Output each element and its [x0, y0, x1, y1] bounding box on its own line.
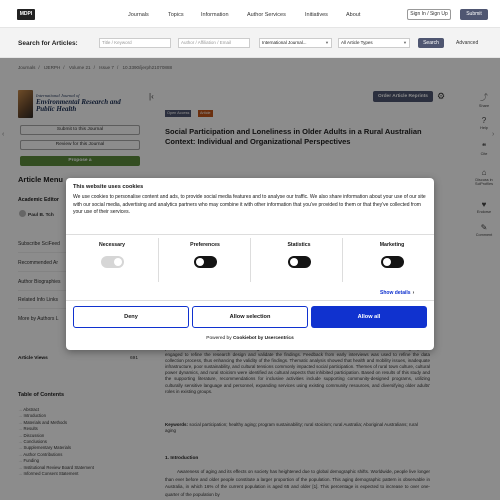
cookie-dialog-title: This website uses cookies — [73, 184, 144, 190]
divider — [66, 300, 434, 301]
nav-topics-label: Topics — [168, 12, 184, 18]
breadcrumb-separator: / — [116, 65, 119, 70]
allow-all-button[interactable]: Allow all — [311, 306, 427, 328]
powered-by-cookiebot — [66, 336, 434, 341]
show-details-label: Show details — [380, 290, 411, 296]
submit-button[interactable]: Submit — [460, 9, 488, 20]
menu-author-biographies[interactable]: Author Biographies — [18, 279, 61, 285]
nav-initiatives-label: Initiatives — [305, 12, 328, 18]
menu-more-by-authors[interactable]: More by Authors L — [18, 316, 59, 322]
introduction-text: Awareness of aging and its effects on society has heightened due to global demographic shifts. Worldwide, people live longer than ever before and older people constitute a larger proportion of the population. This aging demographic pattern is observable in Australia, in which 16% of the current population is aged 65 and older [1]. This percentage is expected to increase to over one-quarter of the population by — [165, 469, 430, 497]
article-views-count: 691 — [130, 356, 139, 361]
menu-subscribe-scifeed[interactable]: Subscribe SciFeed — [18, 241, 60, 247]
category-statistics-label: Statistics — [287, 242, 311, 248]
nav-information[interactable] — [201, 12, 229, 18]
statistics-toggle[interactable] — [288, 256, 311, 268]
category-necessary-label: Necessary — [99, 242, 125, 248]
toc-item[interactable]: → Informed Consent Statement — [18, 471, 94, 477]
marketing-toggle[interactable] — [381, 256, 404, 268]
divider — [250, 238, 251, 282]
keywords-label: Keywords: — [165, 422, 189, 427]
nav-information-label: Information — [201, 12, 229, 18]
introduction-heading: 1. Introduction — [165, 456, 199, 461]
toggle-knob — [290, 258, 298, 266]
breadcrumb-separator: / — [38, 65, 40, 70]
divider — [342, 238, 343, 282]
chevron-right-icon: › — [412, 290, 415, 296]
comment-label: Comment — [475, 233, 493, 237]
article-type-select-value: All Article Types — [341, 40, 373, 45]
category-preferences-label: Preferences — [190, 242, 220, 248]
toc-item[interactable]: → Introduction — [18, 413, 94, 419]
article-type-select[interactable] — [338, 38, 410, 48]
journal-select[interactable] — [259, 38, 332, 48]
mdpi-logo-text: MDPI — [17, 9, 35, 20]
breadcrumb-separator: / — [63, 65, 65, 70]
divider — [66, 234, 434, 235]
submit-to-journal-button[interactable]: Submit to this Journal — [20, 125, 140, 135]
category-marketing-label: Marketing — [379, 242, 405, 248]
discuss-label: Discuss in SciProfiles — [475, 178, 493, 186]
toggle-knob — [114, 258, 122, 266]
review-for-journal-button[interactable]: Review for this Journal — [20, 140, 140, 150]
academic-editor-heading: Academic Editor — [18, 197, 59, 203]
toc-item[interactable]: → Supplementary Materials — [18, 445, 94, 451]
breadcrumb-journals[interactable]: Journals — [18, 65, 36, 70]
collapse-sidebar-icon[interactable]: |‹ — [149, 92, 154, 101]
menu-recommended-articles[interactable]: Recommended Ar — [18, 260, 59, 266]
toggle-knob — [196, 258, 204, 266]
chevron-down-icon: ▼ — [403, 40, 407, 45]
toggle-knob — [383, 258, 391, 266]
propose-special-issue-button[interactable]: Propose a — [20, 156, 140, 166]
table-of-contents-heading: Table of Contents — [18, 392, 65, 398]
nav-initiatives[interactable] — [305, 12, 328, 18]
nav-journals[interactable] — [128, 12, 149, 18]
advanced-search-link[interactable]: Advanced — [456, 40, 479, 46]
nav-author-services-label: Author Services — [247, 12, 286, 18]
nav-journals-label: Journals — [128, 12, 149, 18]
article-menu-heading: Article Menu — [18, 175, 64, 184]
nav-about[interactable] — [346, 12, 360, 18]
comment-icon: ✎ — [480, 223, 488, 232]
toc-item[interactable]: → Discussion — [18, 433, 94, 439]
top-navigation-bar — [0, 0, 500, 28]
editor-name[interactable]: Paul B. Tch — [28, 213, 54, 218]
endorse-label: Endorse — [476, 210, 492, 214]
chevron-left-icon[interactable]: ‹ — [2, 131, 5, 138]
powered-prefix: Powered by — [206, 336, 232, 341]
preferences-toggle[interactable] — [194, 256, 217, 268]
breadcrumb-issue[interactable]: Issue 7 — [99, 65, 114, 70]
abstract-text: engaged to refine the research design and validate the findings. Feedback from early interviews was used to refine the data collection process, thus enhancing the validity of the findings. Thematic analysis showed that health and mobility issues, inadequate infrastructure, poor sustainability, and cultural tensions commonly impacted social participation. Themes of rural town culture, cultural power dynamics, and rural stoicism were identified as cultural aspects that inhibited participation. Based on results of this study and the supporting literature, recommendations for inclusive activities include supporting community-designed programs, utilizing culturally sensitive language and personnel, expanding services using existing community resources, and diversifying older adults' roles in existing groups. — [165, 352, 430, 394]
show-details-link[interactable] — [380, 290, 414, 296]
chevron-right-icon[interactable]: › — [492, 131, 495, 138]
cite-label: Cite — [480, 152, 488, 156]
cookiebot-logo[interactable]: Cookiebot by Usercentrics — [232, 336, 294, 341]
toc-item[interactable]: → Author Contributions — [18, 452, 94, 458]
journal-name-big: Environmental Research and Public Health — [36, 98, 121, 113]
nav-author-services[interactable] — [247, 12, 286, 18]
sign-in-button[interactable]: Sign In / Sign Up — [407, 9, 451, 20]
journal-select-value: International Journal... — [262, 40, 307, 45]
gear-icon[interactable]: ⚙ — [437, 91, 446, 101]
toc-item[interactable]: → Funding — [18, 458, 94, 464]
cookie-consent-dialog — [66, 178, 434, 350]
article-views-label[interactable]: Article Views — [18, 356, 48, 361]
search-label: Search for Articles: — [18, 40, 78, 47]
cookie-dialog-text: We use cookies to personalise content and ads, to provide social media features and to analyse our traffic. We also share information about your use of our site with our social media, advertising and analytics partners who may combine it with other information that you've provided to them or that they've collected from your use of their services. — [73, 194, 426, 216]
toc-item[interactable]: → Materials and Methods — [18, 420, 94, 426]
mdpi-logo[interactable] — [17, 9, 35, 20]
divider — [158, 238, 159, 282]
toc-item[interactable]: → Results — [18, 426, 94, 432]
breadcrumb-journal[interactable]: IJERPH — [43, 65, 61, 70]
share-icon: ⤴ — [480, 93, 488, 102]
journal-name-small: International Journal of — [36, 93, 80, 98]
order-reprints-button[interactable]: Order Article Reprints — [373, 91, 433, 102]
toc-item[interactable]: → Institutional Review Board Statement — [18, 465, 94, 471]
deny-button[interactable]: Deny — [73, 306, 189, 328]
nav-topics[interactable] — [168, 12, 184, 18]
search-bar — [0, 28, 500, 58]
author-affiliation-input[interactable]: Author / Affiliation / Email — [178, 38, 250, 48]
cite-icon: ❝ — [481, 142, 487, 151]
nav-about-label: About — [346, 12, 361, 18]
allow-selection-button[interactable]: Allow selection — [192, 306, 308, 328]
toc-item[interactable]: → Conclusions — [18, 439, 94, 445]
discuss-icon: ⌂ — [481, 168, 487, 177]
chevron-down-icon: ▼ — [325, 40, 329, 45]
search-button[interactable]: Search — [418, 38, 444, 48]
necessary-toggle — [101, 256, 124, 268]
menu-related-info-links[interactable]: Related Info Links — [18, 297, 59, 303]
article-title: Social Participation and Loneliness in Older Adults in a Rural Australian Context: Individual and Organizational Perspectives — [165, 127, 422, 146]
breadcrumb-volume[interactable]: Volume 21 — [68, 65, 91, 70]
article-type-badge: Article — [200, 111, 211, 115]
breadcrumb-doi: 10.3390/ijerph21070888 — [122, 65, 173, 70]
breadcrumb-separator: / — [93, 65, 95, 70]
help-icon: ? — [481, 116, 487, 125]
toc-item[interactable]: → Abstract — [18, 407, 94, 413]
endorse-icon: ♥ — [481, 200, 487, 209]
keywords-list[interactable]: social participation; healthy aging; program sustainability; rural stoicism; rural Australia; Aboriginal Australians; rural aging — [165, 422, 418, 434]
title-keyword-input[interactable]: Title / Keyword — [99, 38, 171, 48]
open-access-badge: Open Access — [167, 111, 190, 115]
share-label: Share — [478, 104, 490, 108]
help-label: Help — [480, 126, 488, 130]
